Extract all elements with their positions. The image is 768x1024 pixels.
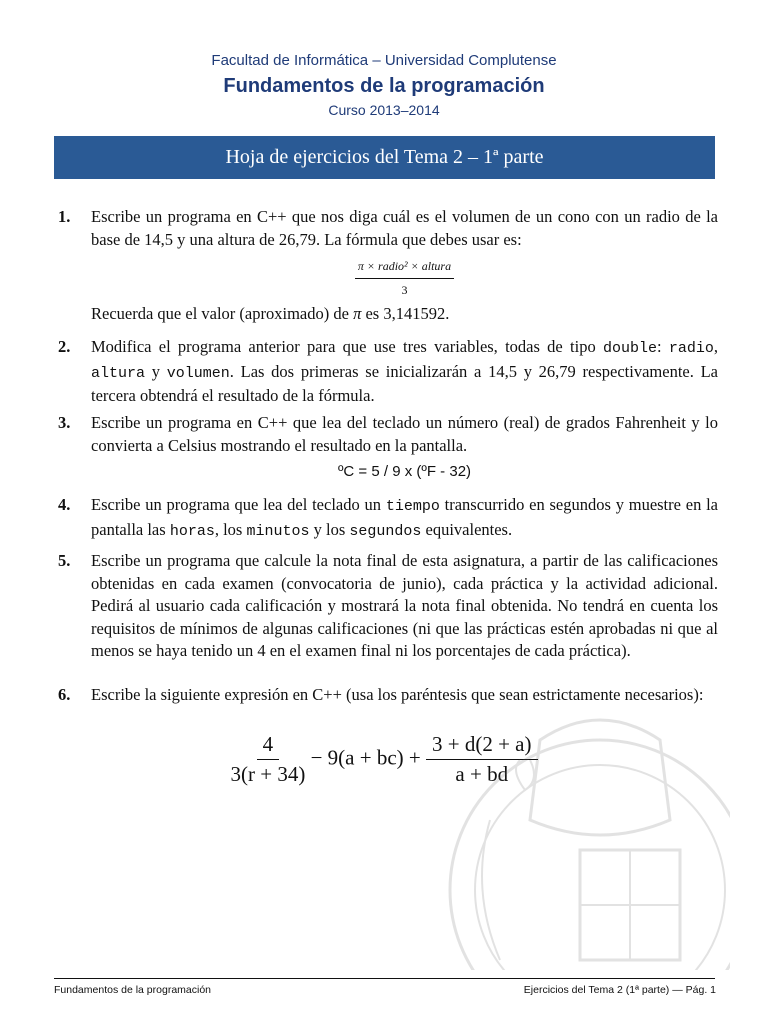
course-title: Fundamentos de la programación bbox=[223, 75, 545, 97]
text-run: . Las dos primeras se inicializarán a 14,5 y 26,79 respectivamente. La tercera obtendrá el resultado de la fórmula. bbox=[91, 361, 718, 405]
code-double: double bbox=[602, 340, 657, 357]
text-run: , bbox=[713, 337, 719, 356]
course-year: Curso 2013–2014 bbox=[328, 102, 440, 118]
sheet-title-banner bbox=[54, 136, 715, 179]
footer-course: Fundamentos de la programación bbox=[54, 984, 212, 996]
faculty-name: Facultad de Informática – Universidad Complutense bbox=[211, 52, 557, 69]
text-run: : bbox=[657, 337, 662, 356]
formula-numerator: π × radio² × altura bbox=[355, 255, 454, 279]
text-run: Modifica el programa anterior para que use tres variables, todas de tipo bbox=[91, 337, 596, 356]
exercise-text bbox=[91, 336, 718, 408]
cone-volume-formula bbox=[91, 255, 718, 301]
code-minutos: minutos bbox=[246, 522, 310, 540]
code-altura: altura bbox=[91, 364, 146, 382]
exercise-text: Escribe un programa en C++ que nos diga cuál es el volumen de un cono con un radio de la base de 14,5 y una altura de 26,79. La fórmula que debes usar es: bbox=[91, 207, 718, 249]
fraction2-denominator: a + bd bbox=[455, 762, 509, 786]
note-text-end: es 3,141592. bbox=[365, 304, 450, 323]
code-volumen: volumen bbox=[166, 364, 230, 382]
exercise-1 bbox=[58, 206, 718, 326]
code-tiempo: tiempo bbox=[385, 498, 440, 515]
pi-symbol: π bbox=[353, 304, 362, 323]
code-segundos: segundos bbox=[349, 522, 422, 540]
footer-rule bbox=[54, 978, 715, 979]
code-horas: horas bbox=[169, 522, 215, 540]
text-run: equivalentes. bbox=[425, 519, 513, 539]
text-run: Escribe un programa que lea del teclado un bbox=[91, 495, 382, 514]
code-radio: radio bbox=[668, 340, 714, 357]
fraction1-denominator: 3(r + 34) bbox=[230, 762, 306, 786]
fraction1-numerator: 4 bbox=[257, 732, 280, 760]
exercise-number: 1. bbox=[58, 207, 71, 226]
formula-middle: − 9(a + bc) + bbox=[310, 745, 421, 770]
text-run: , los bbox=[214, 519, 243, 539]
exercise-2 bbox=[58, 336, 718, 408]
exercise-text: Escribe un programa en C++ que lea del teclado un número (real) de grados Fahrenheit y lo convierta a Celsius mostrando el resultado en la pantalla. bbox=[91, 413, 718, 455]
footer-page-info: Ejercicios del Tema 2 (1ª parte) — Pág. 1 bbox=[523, 984, 716, 996]
exercise-3 bbox=[58, 412, 718, 484]
page-header bbox=[0, 50, 768, 120]
celsius-formula: ºC = 5 / 9 x (ºF - 32) bbox=[337, 463, 472, 480]
exercise-number: 4. bbox=[58, 495, 71, 514]
exercise-number: 5. bbox=[58, 551, 71, 570]
exercise-text bbox=[91, 494, 718, 543]
pi-note bbox=[91, 303, 718, 326]
exercise-number: 6. bbox=[58, 685, 71, 704]
exercise-number: 3. bbox=[58, 413, 71, 432]
exercise-text: Escribe un programa que calcule la nota final de esta asignatura, a partir de las calificaciones obtenidas en cada examen (convocatoria de junio), cada práctica y la actividad adicional. Pedirá al usuario cada calificación y mostrará la nota final obtenida. No tendrá en cuenta los requisitos de mínimos de algunas calificaciones (ni que las prácticas estén aprobadas ni que al menos se haya tenido un 4 en el examen final ni los porcentajes de cada práctica). bbox=[91, 551, 718, 660]
exercise-number: 2. bbox=[58, 337, 71, 356]
fraction2-numerator: 3 + d(2 + a) bbox=[426, 732, 538, 760]
text-run: transcurrido en segundos y muestre en la pantalla las bbox=[91, 495, 719, 539]
exercise-text: Escribe la siguiente expresión en C++ (usa los paréntesis que sean estrictamente necesarios): bbox=[91, 685, 704, 704]
university-seal-watermark bbox=[430, 700, 730, 970]
text-run: y bbox=[151, 361, 160, 381]
formula-denominator: 3 bbox=[401, 282, 408, 297]
note-text: Recuerda que el valor (aproximado) de bbox=[91, 304, 349, 323]
exercise-4 bbox=[58, 494, 718, 543]
exercise-5 bbox=[58, 550, 718, 663]
sheet-title: Hoja de ejercicios del Tema 2 – 1ª parte bbox=[225, 146, 544, 168]
text-run: y los bbox=[313, 519, 346, 539]
